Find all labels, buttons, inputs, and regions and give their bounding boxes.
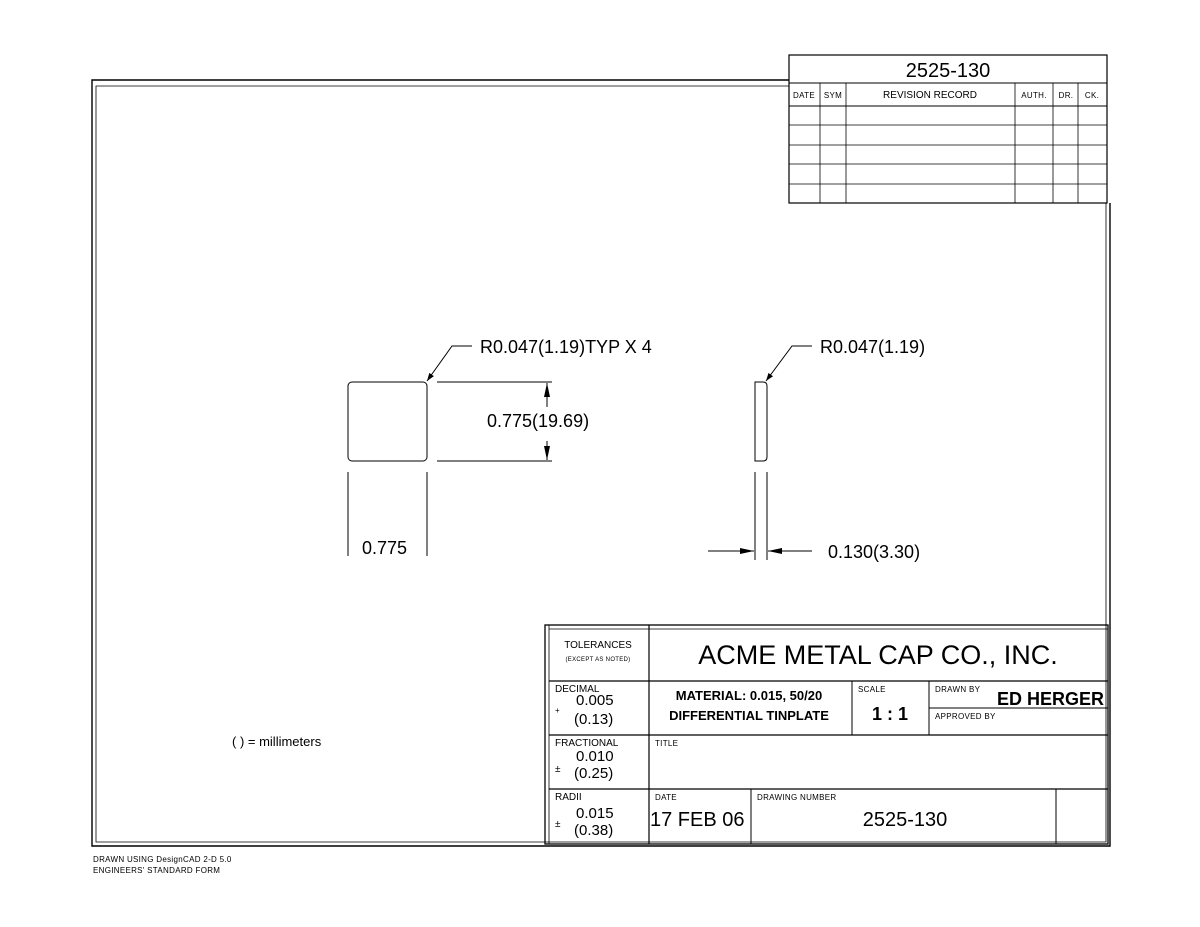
drawn-by-label: DRAWN BY — [935, 685, 981, 694]
footer-software-note: DRAWN USING DesignCAD 2-D 5.0 — [93, 855, 232, 864]
radii-label: RADII — [555, 792, 582, 803]
radii-plus-minus-sign: ± — [555, 819, 561, 830]
revision-drawing-number: 2525-130 — [905, 60, 991, 82]
part-square-view — [348, 346, 552, 556]
drawing-number-label: DRAWING NUMBER — [757, 793, 837, 802]
scale-value: 1 : 1 — [871, 704, 909, 724]
fractional-mm: (0.25) — [574, 765, 614, 782]
approved-by-label: APPROVED BY — [935, 712, 996, 721]
decimal-plus-sign: + — [555, 706, 560, 715]
square-width-dim: 0.775 — [362, 538, 408, 558]
decimal-mm: (0.13) — [574, 711, 614, 728]
scale-label: SCALE — [858, 685, 886, 694]
rev-header-date: DATE — [793, 91, 815, 100]
square-radius-note: R0.047(1.19)TYP X 4 — [480, 337, 652, 357]
tolerances-subheading: (EXCEPT AS NOTED) — [565, 657, 631, 663]
date-label: DATE — [655, 793, 677, 802]
decimal-value: 0.005 — [576, 692, 614, 709]
radii-mm: (0.38) — [574, 822, 614, 839]
edge-radius-leader — [766, 346, 812, 381]
material-line-1: MATERIAL: 0.015, 50/20 — [675, 688, 823, 703]
rev-header-sym: SYM — [823, 91, 843, 100]
fractional-value: 0.010 — [576, 748, 614, 765]
sheet-border — [92, 80, 1110, 846]
rev-header-record: REVISION RECORD — [883, 90, 977, 101]
square-height-dim: 0.775(19.69) — [487, 411, 590, 431]
fractional-plus-minus-sign: ± — [555, 764, 561, 775]
square-radius-leader — [427, 346, 472, 381]
rev-header-ck: CK. — [1084, 91, 1100, 100]
fractional-label: FRACTIONAL — [555, 738, 619, 749]
date-value: 17 FEB 06 — [650, 809, 745, 831]
drawn-by-name: ED HERGER — [996, 689, 1104, 709]
decimal-label: DECIMAL — [555, 684, 600, 695]
footer-form-note: ENGINEERS' STANDARD FORM — [93, 866, 221, 875]
radii-value: 0.015 — [576, 805, 614, 822]
part-edge-view — [708, 346, 812, 560]
edge-part-outline — [755, 382, 767, 461]
rev-header-auth: AUTH. — [1021, 91, 1047, 100]
drawing-number-value: 2525-130 — [862, 809, 948, 831]
title-label: TITLE — [655, 739, 679, 748]
company-name: ACME METAL CAP CO., INC. — [698, 640, 1058, 670]
units-note: ( ) = millimeters — [232, 734, 322, 749]
rev-header-dr: DR. — [1058, 91, 1074, 100]
square-part-outline — [348, 382, 427, 461]
edge-radius-note: R0.047(1.19) — [820, 337, 926, 357]
edge-thickness-dim: 0.130(3.30) — [828, 542, 921, 562]
material-line-2: DIFFERENTIAL TINPLATE — [669, 708, 829, 723]
tolerances-heading: TOLERANCES — [564, 640, 632, 651]
